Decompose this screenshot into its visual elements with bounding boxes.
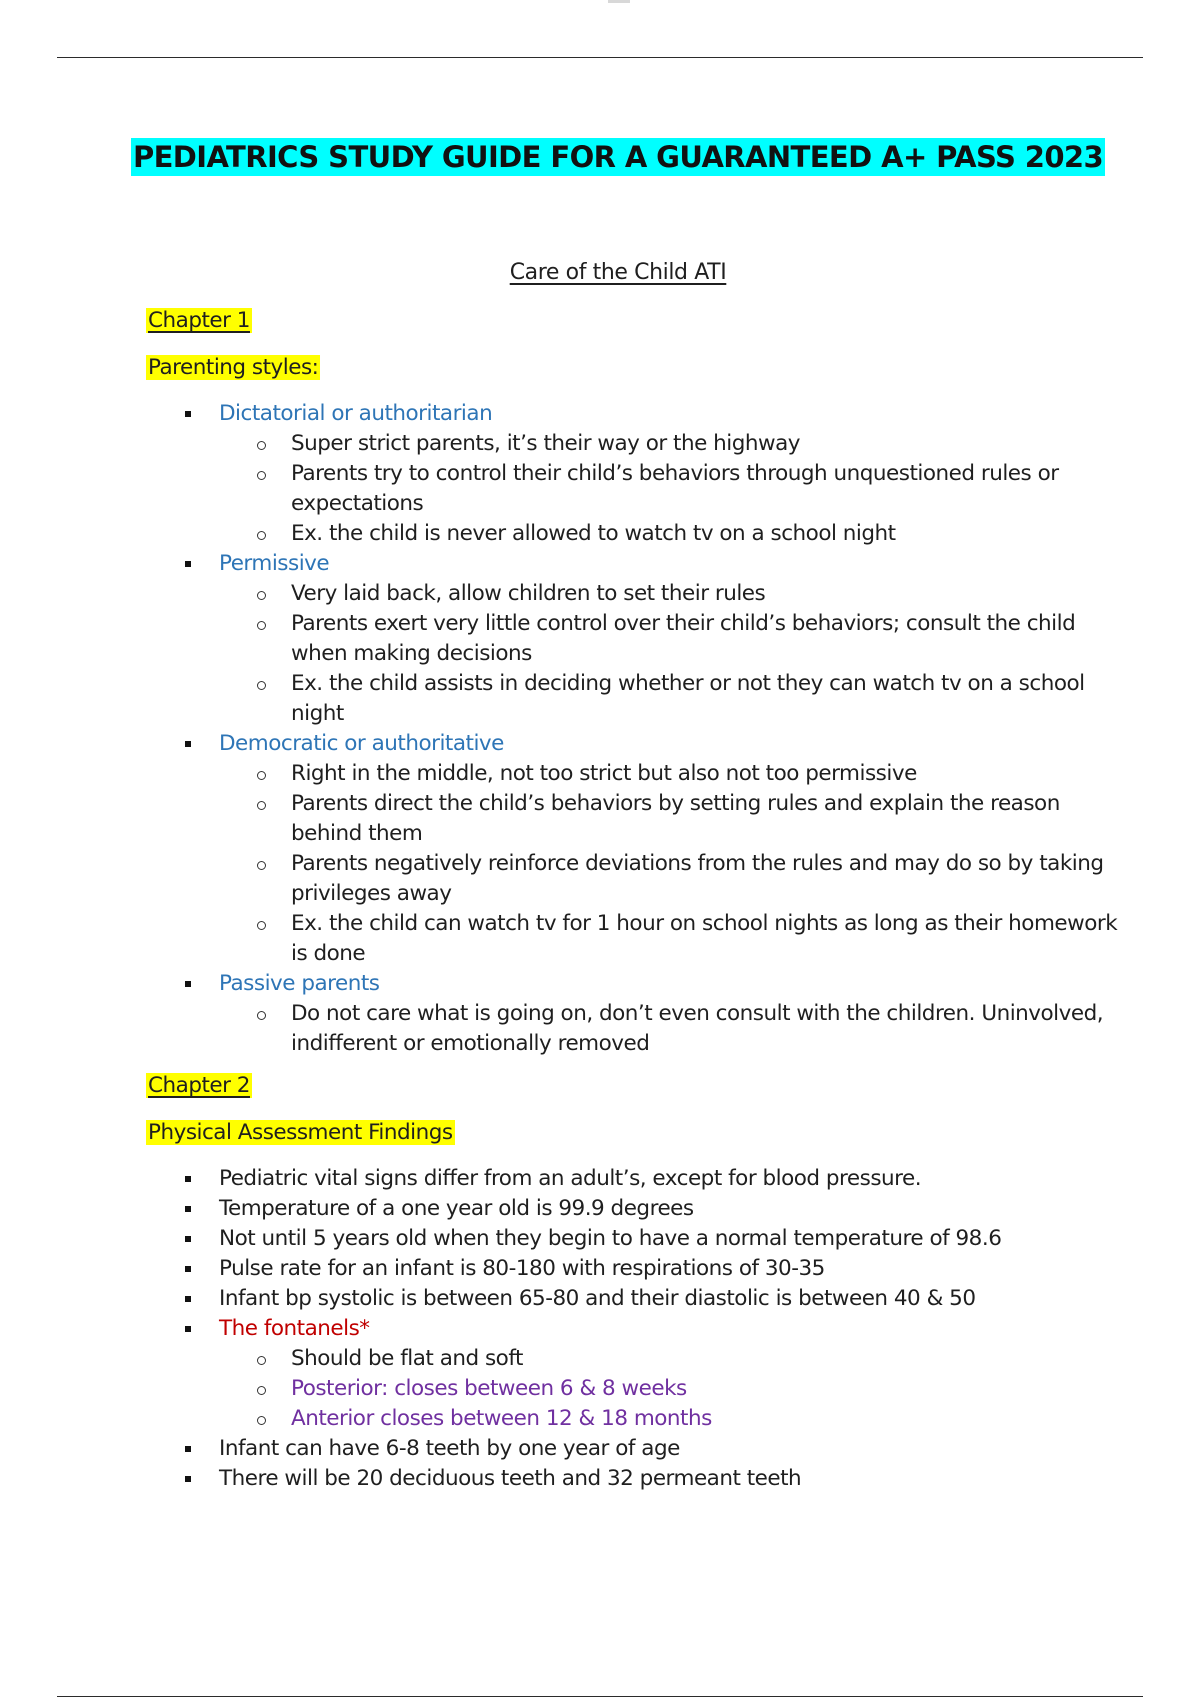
document-title-text: PEDIATRICS STUDY GUIDE FOR A GUARANTEED A+ PASS 2023	[132, 140, 1104, 174]
list-item	[219, 549, 1126, 729]
list-item	[219, 729, 1126, 969]
chapter-2-heading-text: Chapter 2	[148, 1073, 250, 1098]
footer-rule	[57, 1696, 1143, 1697]
parenting-styles-list	[146, 399, 1126, 1059]
style-label: Dictatorial or authoritarian	[219, 401, 493, 426]
list-item: Parents direct the child’s behaviors by setting rules and explain the reason behind them	[291, 789, 1126, 849]
physical-assessment-heading	[146, 1118, 1126, 1164]
list-item: Posterior: closes between 6 & 8 weeks	[291, 1374, 1126, 1404]
assessment-findings-list	[146, 1164, 1126, 1494]
sub-list	[219, 429, 1126, 549]
list-item: Parents exert very little control over their child’s behaviors; consult the child when making decisions	[291, 609, 1126, 669]
physical-assessment-heading-text: Physical Assessment Findings	[148, 1120, 453, 1145]
list-item: Ex. the child can watch tv for 1 hour on school nights as long as their homework is done	[291, 909, 1126, 969]
list-item: Ex. the child assists in deciding whether or not they can watch tv on a school night	[291, 669, 1126, 729]
style-label: Passive parents	[219, 971, 380, 996]
sub-list	[219, 579, 1126, 729]
document-subtitle: Care of the Child ATI	[509, 260, 727, 285]
list-item: There will be 20 deciduous teeth and 32 permeant teeth	[219, 1464, 1126, 1494]
page-top-marker	[608, 0, 630, 3]
header-rule	[57, 57, 1143, 58]
list-item: Should be flat and soft	[291, 1344, 1126, 1374]
list-item: Anterior closes between 12 & 18 months	[291, 1404, 1126, 1434]
list-item: Pediatric vital signs differ from an adult’s, except for blood pressure.	[219, 1164, 1126, 1194]
chapter-2-heading	[146, 1071, 1126, 1118]
sub-list	[219, 999, 1126, 1059]
parenting-styles-heading	[146, 353, 1126, 399]
parenting-styles-heading-text: Parenting styles:	[148, 355, 319, 380]
sub-list	[219, 759, 1126, 969]
list-item	[219, 969, 1126, 1059]
list-item	[219, 399, 1126, 549]
document-body	[146, 306, 1126, 1494]
list-item: Parents try to control their child’s behaviors through unquestioned rules or expectations	[291, 459, 1126, 519]
style-label: Democratic or authoritative	[219, 731, 504, 756]
list-item: Ex. the child is never allowed to watch tv on a school night	[291, 519, 1126, 549]
sub-list	[219, 1344, 1126, 1434]
fontanels-label: The fontanels*	[219, 1316, 370, 1341]
list-item: Super strict parents, it’s their way or the highway	[291, 429, 1126, 459]
list-item: Pulse rate for an infant is 80-180 with respirations of 30-35	[219, 1254, 1126, 1284]
document-title	[0, 140, 1200, 174]
list-item	[219, 1314, 1126, 1434]
list-item: Not until 5 years old when they begin to have a normal temperature of 98.6	[219, 1224, 1126, 1254]
list-item: Parents negatively reinforce deviations from the rules and may do so by taking privileges away	[291, 849, 1126, 909]
list-item: Right in the middle, not too strict but also not too permissive	[291, 759, 1126, 789]
list-item: Infant can have 6-8 teeth by one year of age	[219, 1434, 1126, 1464]
list-item: Infant bp systolic is between 65-80 and their diastolic is between 40 & 50	[219, 1284, 1126, 1314]
list-item: Very laid back, allow children to set their rules	[291, 579, 1126, 609]
list-item: Do not care what is going on, don’t even consult with the children. Uninvolved, indifferent or emotionally removed	[291, 999, 1126, 1059]
style-label: Permissive	[219, 551, 330, 576]
chapter-1-heading	[146, 306, 1126, 353]
chapter-1-heading-text: Chapter 1	[148, 308, 250, 333]
list-item: Temperature of a one year old is 99.9 degrees	[219, 1194, 1126, 1224]
